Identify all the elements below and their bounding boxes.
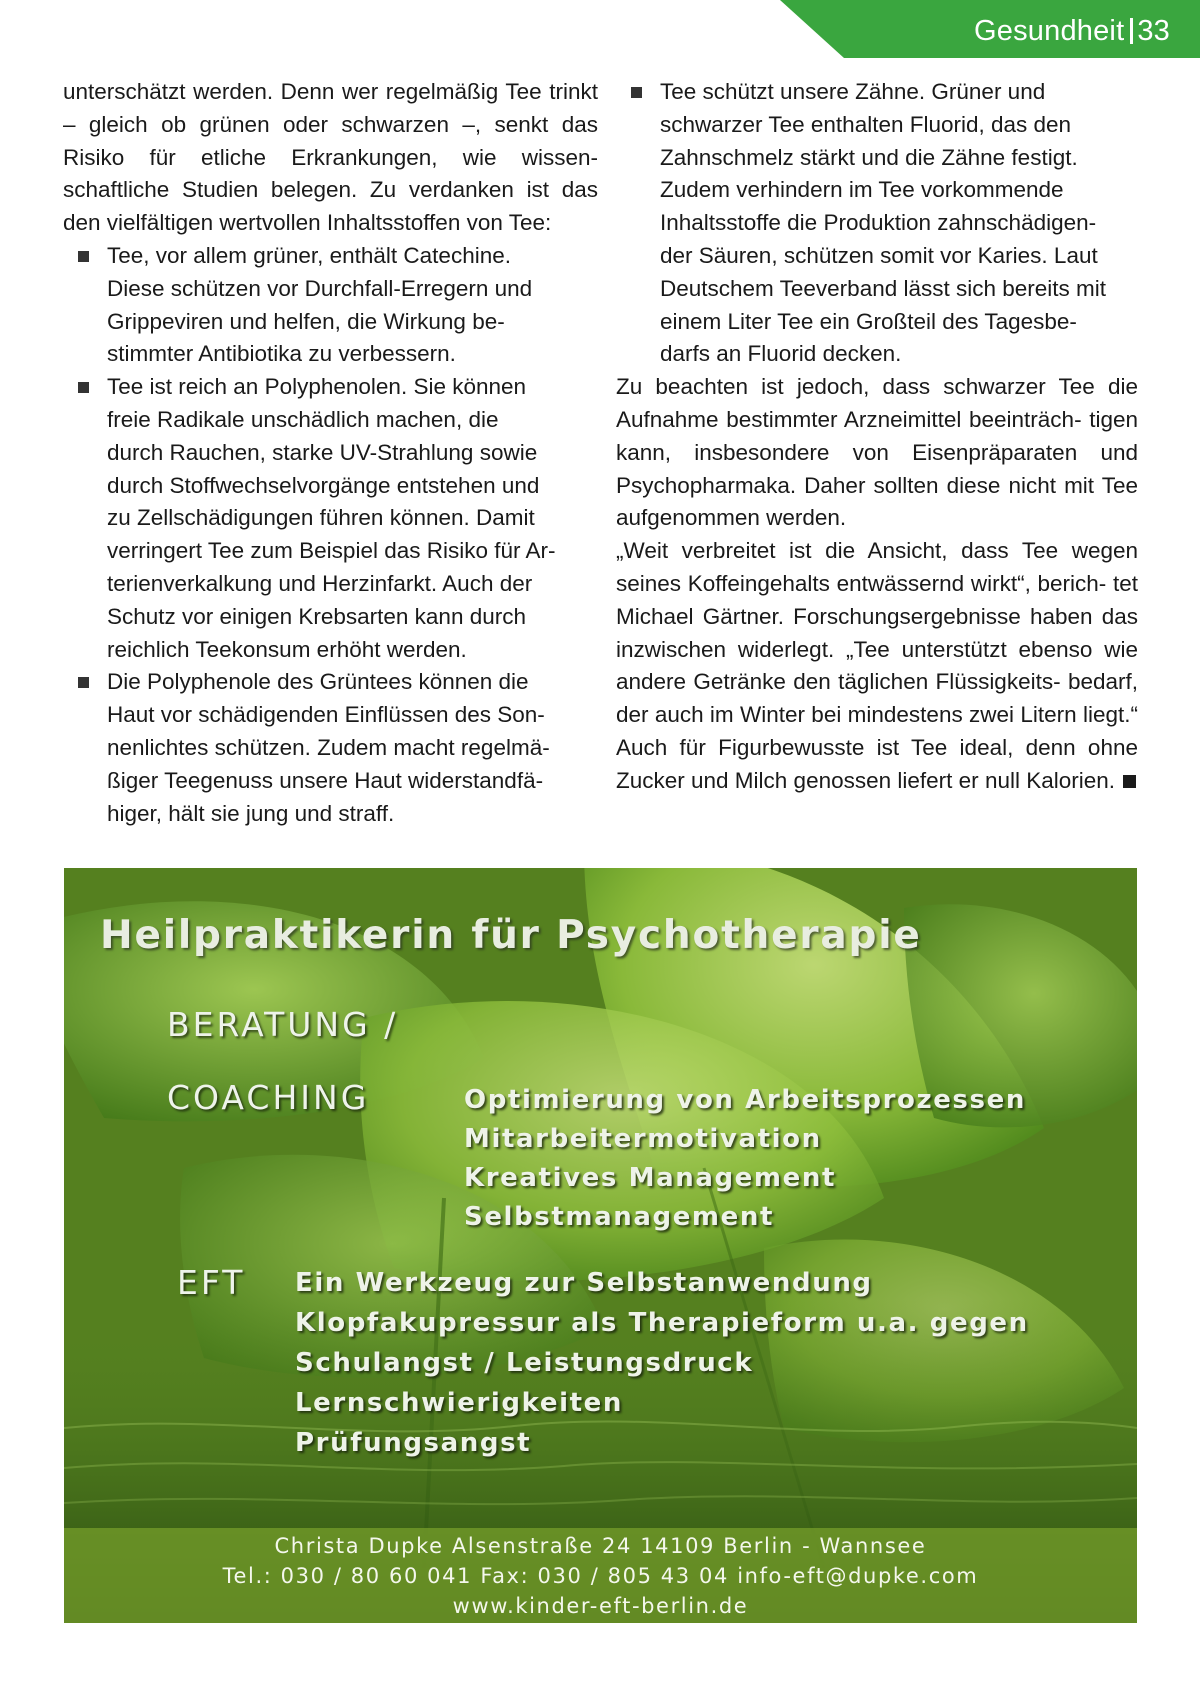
ad-heading-beratung: BERATUNG / — [167, 1005, 399, 1044]
text-line: stimmter Antibiotika zu verbessern. — [107, 341, 456, 367]
text-line: Zu beachten ist jedoch, dass schwarzer Tee die — [616, 374, 1138, 400]
bullet-square-icon — [78, 382, 89, 393]
text-line: seines Koffeingehalts entwässernd wirkt“, berich- — [616, 570, 1107, 596]
ad-eft-item: Prüfungsangst — [295, 1428, 532, 1458]
text-line: Aufnahme bestimmter Arzneimittel beeinträch- — [616, 406, 1082, 432]
ad-eft-item: Klopfakupressur als Therapieform u.a. gegen — [295, 1308, 1029, 1338]
text-line: durch Rauchen, starke UV-Strahlung sowie — [107, 439, 538, 465]
text-line: den vielfältigen wertvollen Inhaltsstoffen von Tee: — [63, 210, 552, 236]
text-line: bedarf, der auch im Winter bei mindestens zwei — [616, 669, 1138, 728]
text-line: nenlichtes schützen. Zudem macht regelmä- — [107, 734, 550, 760]
ad-heading-coaching: COACHING — [167, 1078, 370, 1117]
text-line: einem Liter Tee ein Großteil des Tagesbe- — [660, 308, 1077, 334]
text-line: Diese schützen vor Durchfall-Erregern und — [107, 275, 533, 301]
ad-eft-item: Lernschwierigkeiten — [295, 1388, 623, 1418]
ad-contact-footer — [64, 1528, 1137, 1623]
text-line: Tee schützt unsere Zähne. Grüner und — [660, 79, 1046, 104]
paragraph-koffein — [616, 535, 1138, 797]
text-line: Tee, vor allem grüner, enthält Catechine. — [107, 242, 511, 268]
text-line: Tee ist reich an Polyphenolen. Sie können — [107, 374, 527, 400]
text-line: verringert Tee zum Beispiel das Risiko für Ar- — [107, 538, 556, 564]
ad-coaching-item: Mitarbeitermotivation — [464, 1124, 822, 1154]
text-line: und Psychopharmaka. Daher sollten diese nicht — [616, 439, 1138, 498]
advertisement — [64, 868, 1137, 1623]
text-line: darfs an Fluorid decken. — [660, 341, 902, 367]
intro-paragraph — [63, 76, 598, 240]
text-line: mit Tee aufgenommen werden. — [616, 472, 1138, 531]
text-line: „Weit verbreitet ist die Ansicht, dass Tee wegen — [616, 538, 1138, 564]
bullet-square-icon — [631, 87, 642, 98]
text-line: zu Zellschädigungen führen können. Damit — [107, 505, 535, 531]
ad-contact-website: www.kinder-eft-berlin.de — [452, 1594, 749, 1618]
text-line: Die Polyphenole des Grüntees können die — [107, 669, 529, 695]
text-line: tet Michael Gärtner. Forschungsergebnisse haben — [616, 570, 1138, 629]
text-line: das Risiko für etliche Erkrankungen, wie wissen- — [63, 111, 598, 170]
ad-contact-address: Christa Dupke Alsenstraße 24 14109 Berlin - Wannsee — [274, 1534, 927, 1558]
end-of-article-square-icon — [1123, 775, 1136, 788]
text-line: higer, hält sie jung und straff. — [107, 800, 395, 826]
list-item-polyphenole — [63, 371, 598, 666]
text-line: reichlich Teekonsum erhöht werden. — [107, 636, 467, 662]
section-title: Gesundheit — [974, 15, 1125, 47]
ginkgo-leaves-background — [64, 868, 1137, 1623]
section-header — [974, 14, 1170, 48]
text-line: das inzwischen widerlegt. „Tee unterstützt ebenso — [616, 603, 1138, 662]
header-separator — [1130, 18, 1133, 44]
text-line: der Säuren, schützen somit vor Karies. Laut — [660, 242, 1098, 268]
text-line: Grippeviren und helfen, die Wirkung be- — [107, 308, 505, 334]
text-line: trinkt – gleich ob grünen oder schwarzen –, senkt — [63, 79, 598, 137]
ad-coaching-item: Optimierung von Arbeitsprozessen — [464, 1085, 1026, 1115]
ad-contact-phone-email: Tel.: 030 / 80 60 041 Fax: 030 / 805 43 04 info-eft@dupke.com — [222, 1564, 979, 1588]
text-line: freie Radikale unschädlich machen, die — [107, 406, 499, 432]
article-column-left — [63, 76, 598, 830]
list-item-zaehne — [616, 76, 1138, 371]
text-line: Haut vor schädigenden Einflüssen des Son- — [107, 702, 545, 728]
ad-eft-item: Ein Werkzeug zur Selbstanwendung — [295, 1268, 873, 1298]
ad-heading-eft: EFT — [177, 1263, 246, 1302]
page-number: 33 — [1137, 15, 1170, 47]
list-item-haut — [63, 666, 598, 830]
text-line: Zudem verhindern im Tee vorkommende — [660, 177, 1064, 203]
text-line: tigen kann, insbesondere von Eisenpräparaten — [616, 406, 1138, 465]
text-line: null Kalorien. — [984, 767, 1116, 793]
ad-eft-item: Schulangst / Leistungsdruck — [295, 1348, 754, 1378]
text-line: Schutz vor einigen Krebsarten kann durch — [107, 603, 526, 629]
text-line: terienverkalkung und Herzinfarkt. Auch der — [107, 570, 533, 596]
text-line: wie andere Getränke den täglichen Flüssigkeits- — [616, 636, 1138, 695]
text-line: ßiger Teegenuss unsere Haut widerstandfä- — [107, 767, 544, 793]
article-column-right — [616, 76, 1138, 798]
paragraph-arzneimittel — [616, 371, 1138, 535]
ad-coaching-item: Kreatives Management — [464, 1163, 836, 1193]
benefits-list-continued — [616, 76, 1138, 371]
benefits-list — [63, 240, 598, 830]
text-line: Inhaltsstoffe die Produktion zahnschädigen- — [660, 210, 1097, 236]
text-line: denn ohne Zucker und Milch genossen liefert er — [616, 734, 1138, 793]
ad-title: Heilpraktikerin für Psychotherapie — [100, 913, 922, 958]
bullet-square-icon — [78, 251, 89, 262]
text-line: durch Stoffwechselvorgänge entstehen und — [107, 472, 540, 498]
text-line: Zahnschmelz stärkt und die Zähne festigt. — [660, 144, 1078, 170]
bullet-square-icon — [78, 677, 89, 688]
text-line: schwarzer Tee enthalten Fluorid, das den — [660, 111, 1072, 137]
ad-coaching-item: Selbstmanagement — [464, 1202, 774, 1232]
list-item-catechine — [63, 240, 598, 371]
text-line: Litern liegt.“ Auch für Figurbewusste ist Tee ideal, — [616, 702, 1138, 760]
text-line: Deutschem Teeverband lässt sich bereits mit — [660, 275, 1107, 301]
text-line: schaftliche Studien belegen. Zu verdanken ist das — [63, 177, 598, 203]
text-line: unterschätzt werden. Denn wer regelmäßig Tee — [63, 79, 542, 104]
